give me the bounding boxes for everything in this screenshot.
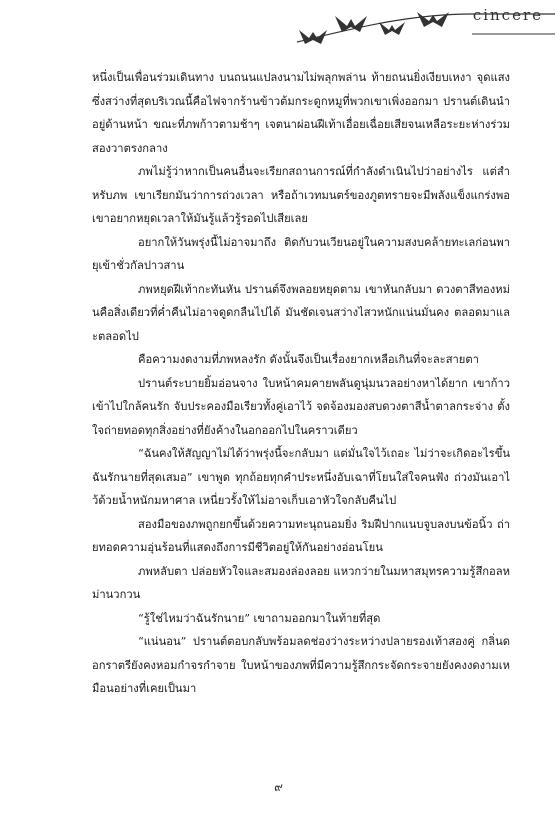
paragraph: “ฉันคงให้สัญญาไม่ได้ว่าพรุ่งนี้จะกลับมา แต่มั่นใจไว้เถอะ ไม่ว่าจะเกิดอะไรขึ้น ฉันรักนายที่สุดเสมอ” เขาพูด ทุกถ้อยทุกคำประหนึ่งอับเฉาที่โยนใส่ใจคนฟัง ถ่วงมันเอาไว้ด้วยน้ำหนักมหาศาล เหนี่ยวรั้งให้ไม่อาจเก็บเอาหัวใจกลับคืนไป — [92, 447, 510, 507]
paragraph: คือความงดงามที่ภพหลงรัก ดังนั้นจึงเป็นเรื่องยากเหลือเกินที่จะละสายตา — [138, 353, 479, 366]
paragraph: “รู้ใช่ไหมว่าฉันรักนาย” เขาถามออกมาในท้ายที่สุด — [138, 611, 381, 625]
page-header — [257, 0, 557, 60]
paragraph: ภพไม่รู้ว่าหากเป็นคนอื่นจะเรียกสถานการณ์ที่กำลังดำเนินไปว่าอย่างไร แต่สำหรับภพ เขาเรียกมันว่าการถ่วงเวลา หรือถ้าเวทมนตร์ของภูตทรายจะมีพลังแข็งแกร่งพอ เขาอยากหยุดเวลาให้มันรู้แล้วรู้รอดไปเสียเลย — [92, 165, 510, 225]
brand-logo: cincere — [472, 6, 543, 24]
paragraph: ภพหยุดฝีเท้ากะทันหัน ปรานต์จึงพลอยหยุดตาม เขาหันกลับมา ดวงตาสีทองหม่นคือสิ่งเดียวที่ค่ำคืนไม่อาจดูดกลืนไปได้ มันชัดเจนสว่างไสวหนักแน่นมั่นคง ตลอดมาและตลอดไป — [92, 282, 510, 343]
paragraph: ปรานต์ระบายยิ้มอ่อนจาง ใบหน้าคมคายพลันดูนุ่มนวลอย่างหาได้ยาก เขาก้าวเข้าไปใกล้คนรัก จับประคองมือเรียวทั้งคู่เอาไว้ จดจ้องมองสบดวงตาสีน้ำตาลกระจ่าง ตั้งใจถ่ายทอดทุกสิ่งอย่างที่ยังค้างในอกออกไปในคราวเดียว — [92, 376, 510, 437]
paragraph: หนึ่งเป็นเพื่อนร่วมเดินทาง บนถนนแปลงนามไม่พลุกพล่าน ท้ายถนนยิ่งเงียบเหงา จุดแสงซึ่งสว่างที่สุดบริเวณนี้คือไฟจากร้านข้าวต้มกระดูกหมูที่พวกเขาเพิ่งออกมา ปรานต์เดินนำอยู่ด้านหน้า ขณะที่ภพก้าวตามช้าๆ เจตนาผ่อนฝีเท้าเอื่อยเฉื่อยเสียจนเหลือระยะห่างร่วมสองวาตรงกลาง — [92, 71, 510, 155]
paragraph: “แน่นอน” ปรานต์ตอบกลับพร้อมลดช่องว่างระหว่างปลายรองเท้าสองคู่ กลิ่นดอกราตรียังคงหอมกำจรกำจาย ใบหน้าของภพที่มีความรู้สึกกระจัดกระจายยังคงงดงามเหมือนอย่างที่เคยเป็นมา — [92, 635, 510, 695]
paragraph: อยากให้วันพรุ่งนี้ไม่อาจมาถึง ติดกับวนเวียนอยู่ในความสงบคล้ายทะเลก่อนพายุเข้าชั่วกัลปาวสาน — [92, 235, 510, 272]
page-number: ๙ — [274, 780, 283, 794]
paragraph: สองมือของภพถูกยกขึ้นด้วยความทะนุถนอมยิ่ง ริมฝีปากแนบจูบลงบนข้อนิ้ว ถ่ายทอดความอุ่นร้อนที่แสดงถึงการมีชีวิตอยู่ให้กันอย่างอ่อนโยน — [92, 517, 510, 554]
document-body — [92, 66, 510, 701]
paragraph: ภพหลับตา ปล่อยหัวใจและสมองล่องลอย แหวกว่ายในมหาสมุทรความรู้สึกอลหม่านวกวน — [92, 564, 510, 601]
